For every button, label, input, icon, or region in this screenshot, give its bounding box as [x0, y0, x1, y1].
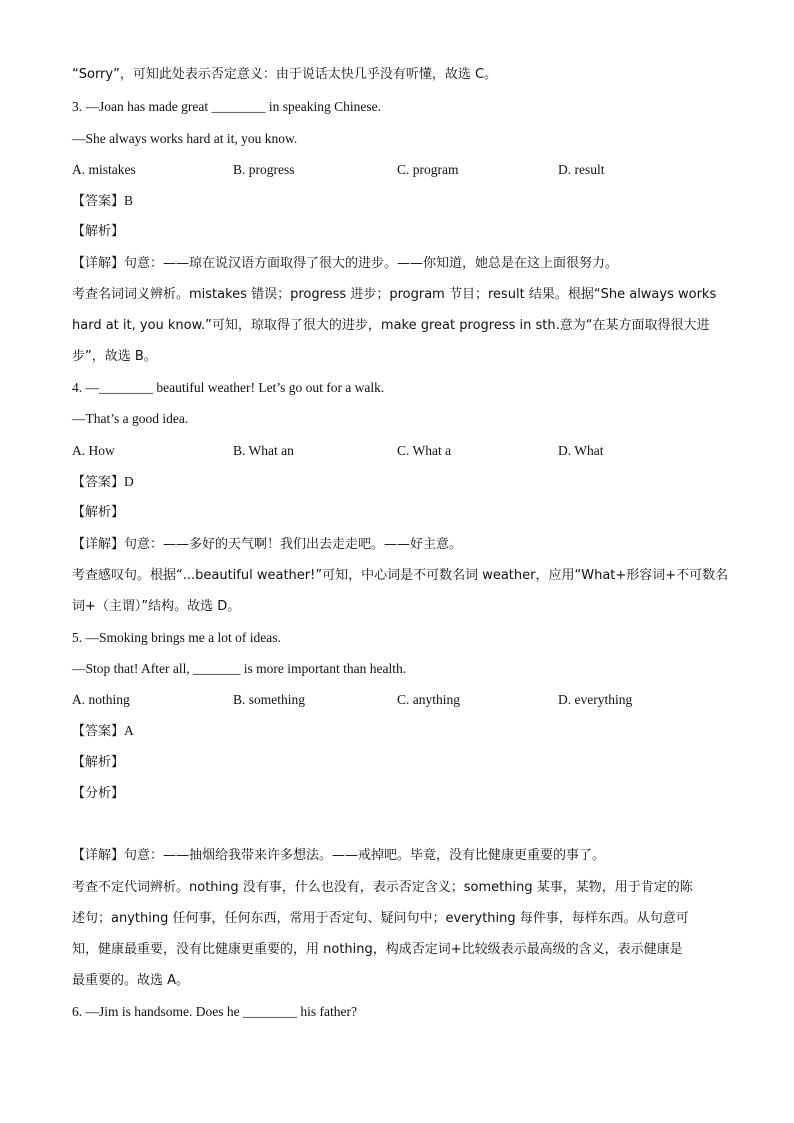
q5-fenxi-tag: 【分析】: [72, 786, 125, 801]
q5-option-c: C. anything: [397, 692, 460, 707]
q4-answer-line: [72, 473, 134, 492]
answer-tag: 【答案】: [72, 475, 125, 490]
q4-reply: —That’s a good idea.: [72, 411, 189, 426]
q3-answer-line: [72, 192, 133, 211]
q3-option-a: A. mistakes: [72, 162, 136, 177]
q5-explain-1: 考查不定代词辨析。nothing 没有事，什么也没有，表示否定含义；something 某事，某物，用于肯定的陈: [72, 880, 693, 895]
q4-option-b: B. What an: [233, 443, 294, 458]
q5-explain-4: 最重要的。故选 A。: [72, 973, 190, 988]
q4-detail-line: [72, 536, 462, 554]
intro-line: “Sorry”，可知此处表示否定意义：由于说话太快几乎没有听懂，故选 C。: [72, 67, 498, 82]
answer-tag: 【答案】: [72, 724, 125, 739]
q4-detail: 句意：——多好的天气啊！我们出去走走吧。——好主意。: [124, 537, 463, 552]
q4-analysis-tag: 【解析】: [72, 505, 125, 520]
q4-explain-1: 考查感叹句。根据“...beautiful weather!”可知，中心词是不可数名词 weather，应用“What+形容词+不可数名: [72, 568, 729, 583]
q5-reply: —Stop that! After all, _______ is more important than health.: [72, 661, 407, 676]
q3-explain-2: hard at it, you know.”可知，琼取得了很大的进步，make great progress in sth.意为“在某方面取得很大进: [72, 318, 710, 333]
q3-reply: —She always works hard at it, you know.: [72, 131, 298, 146]
detail-tag: 【详解】: [72, 537, 125, 552]
answer-tag: 【答案】: [72, 194, 125, 209]
q3-option-c: C. program: [397, 162, 459, 177]
q5-option-d: D. everything: [558, 692, 633, 707]
q5-detail-line: [72, 847, 605, 865]
q4-answer: D: [124, 474, 134, 489]
q5-analysis-tag: 【解析】: [72, 755, 125, 770]
q3-answer: B: [124, 193, 134, 208]
q4-explain-2: 词+（主谓）”结构。故选 D。: [72, 599, 241, 614]
q3-analysis-tag: 【解析】: [72, 224, 125, 239]
q6-stem: 6. —Jim is handsome. Does he ________ his father?: [72, 1004, 357, 1019]
q5-detail: 句意：——抽烟给我带来许多想法。——戒掉吧。毕竟，没有比健康更重要的事了。: [124, 848, 606, 863]
q5-answer-line: [72, 722, 134, 741]
q3-option-d: D. result: [558, 162, 605, 177]
q4-option-c: C. What a: [397, 443, 452, 458]
q5-explain-3: 知，健康最重要，没有比健康更重要的，用 nothing，构成否定词+比较级表示最高级的含义，表示健康是: [72, 942, 683, 957]
q5-explain-2: 述句；anything 任何事，任何东西，常用于否定句、疑问句中；everything 每件事，每样东西。从句意可: [72, 911, 689, 926]
detail-tag: 【详解】: [72, 256, 125, 271]
q5-option-b: B. something: [233, 692, 306, 707]
detail-tag: 【详解】: [72, 848, 125, 863]
q3-detail-line: [72, 255, 618, 273]
q4-option-d: D. What: [558, 443, 604, 458]
q4-option-a: A. How: [72, 443, 115, 458]
q4-stem: 4. —________ beautiful weather! Let’s go out for a walk.: [72, 380, 385, 395]
q3-detail: 句意：——琼在说汉语方面取得了很大的进步。——你知道，她总是在这上面很努力。: [124, 256, 619, 271]
q3-explain-1: 考查名词词义辨析。mistakes 错误；progress 进步；program 节目；result 结果。根据“She always works: [72, 287, 717, 302]
q5-option-a: A. nothing: [72, 692, 130, 707]
q3-stem: 3. —Joan has made great ________ in speaking Chinese.: [72, 99, 381, 114]
q3-option-b: B. progress: [233, 162, 295, 177]
q5-stem: 5. —Smoking brings me a lot of ideas.: [72, 630, 281, 645]
q3-explain-3: 步”，故选 B。: [72, 349, 157, 364]
q5-answer: A: [124, 723, 134, 738]
